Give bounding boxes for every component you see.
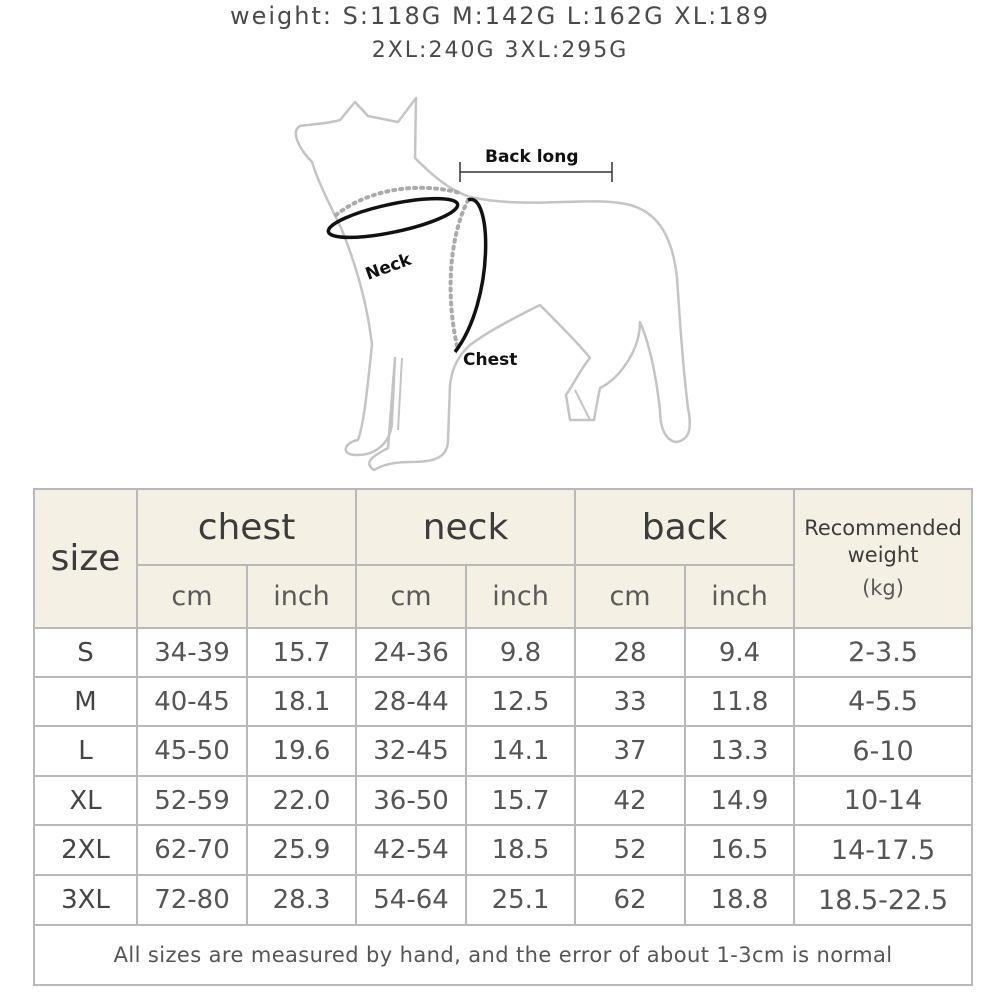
neck-cm-cell: 32-45 [356, 726, 466, 776]
chest-cm-cell: 52-59 [137, 776, 247, 825]
neck-inch-cell: 18.5 [466, 825, 575, 875]
unit-header-neck-cm: cm [356, 565, 466, 628]
chest-cm-cell: 72-80 [137, 875, 247, 925]
neck-inch-cell: 15.7 [466, 776, 575, 825]
neck-cm-cell: 24-36 [356, 628, 466, 677]
dog-measurement-diagram [280, 88, 720, 478]
chest-inch-cell: 15.7 [247, 628, 356, 677]
unit-header-chest-inch: inch [247, 565, 356, 628]
chest-cm-cell: 34-39 [137, 628, 247, 677]
recommended-weight-header [794, 489, 972, 628]
back-cm-cell: 37 [575, 726, 685, 776]
size-cell: 2XL [34, 825, 137, 875]
back-inch-cell: 11.8 [685, 677, 794, 726]
neck-cm-cell: 42-54 [356, 825, 466, 875]
weight-info-line-2: 2XL:240G 3XL:295G [371, 38, 629, 63]
chest-inch-cell: 25.9 [247, 825, 356, 875]
neck-cm-cell: 28-44 [356, 677, 466, 726]
back-cm-cell: 33 [575, 677, 685, 726]
unit-header-chest-cm: cm [137, 565, 247, 628]
table-row [34, 875, 972, 925]
chest-cm-cell: 40-45 [137, 677, 247, 726]
size-chart-table [33, 488, 973, 986]
back-cm-cell: 28 [575, 628, 685, 677]
recommended-weight-label: Recommended weight [804, 516, 962, 567]
chest-group-header: chest [137, 489, 356, 565]
size-cell: XL [34, 776, 137, 825]
back-long-label: Back long [485, 147, 579, 167]
table-row [34, 825, 972, 875]
back-inch-cell: 13.3 [685, 726, 794, 776]
chest-inch-cell: 19.6 [247, 726, 356, 776]
size-cell: L [34, 726, 137, 776]
back-group-header: back [575, 489, 794, 565]
chest-cm-cell: 62-70 [137, 825, 247, 875]
chest-inch-cell: 28.3 [247, 875, 356, 925]
recommended-weight-cell: 6-10 [794, 726, 972, 776]
recommended-weight-cell: 2-3.5 [794, 628, 972, 677]
recommended-weight-cell: 10-14 [794, 776, 972, 825]
chest-cm-cell: 45-50 [137, 726, 247, 776]
neck-inch-cell: 9.8 [466, 628, 575, 677]
back-cm-cell: 62 [575, 875, 685, 925]
neck-inch-cell: 12.5 [466, 677, 575, 726]
table-row [34, 677, 972, 726]
back-inch-cell: 18.8 [685, 875, 794, 925]
neck-label: Neck [362, 249, 415, 285]
recommended-weight-unit: (kg) [862, 576, 904, 600]
back-inch-cell: 9.4 [685, 628, 794, 677]
recommended-weight-cell: 14-17.5 [794, 825, 972, 875]
table-row [34, 776, 972, 825]
table-row [34, 628, 972, 677]
recommended-weight-cell: 18.5-22.5 [794, 875, 972, 925]
chest-label: Chest [463, 350, 518, 370]
table-row [34, 726, 972, 776]
measurement-note: All sizes are measured by hand, and the error of about 1-3cm is normal [34, 925, 972, 985]
footer-row [34, 925, 972, 985]
neck-group-header: neck [356, 489, 575, 565]
chest-inch-cell: 22.0 [247, 776, 356, 825]
size-header: size [34, 489, 137, 628]
neck-cm-cell: 54-64 [356, 875, 466, 925]
back-cm-cell: 52 [575, 825, 685, 875]
unit-header-back-inch: inch [685, 565, 794, 628]
unit-header-back-cm: cm [575, 565, 685, 628]
unit-header-neck-inch: inch [466, 565, 575, 628]
size-cell: S [34, 628, 137, 677]
back-inch-cell: 14.9 [685, 776, 794, 825]
recommended-weight-cell: 4-5.5 [794, 677, 972, 726]
neck-inch-cell: 14.1 [466, 726, 575, 776]
weight-info-line-1: weight: S:118G M:142G L:162G XL:189 [229, 2, 770, 30]
size-cell: M [34, 677, 137, 726]
back-cm-cell: 42 [575, 776, 685, 825]
size-cell: 3XL [34, 875, 137, 925]
neck-cm-cell: 36-50 [356, 776, 466, 825]
back-inch-cell: 16.5 [685, 825, 794, 875]
neck-inch-cell: 25.1 [466, 875, 575, 925]
chest-inch-cell: 18.1 [247, 677, 356, 726]
